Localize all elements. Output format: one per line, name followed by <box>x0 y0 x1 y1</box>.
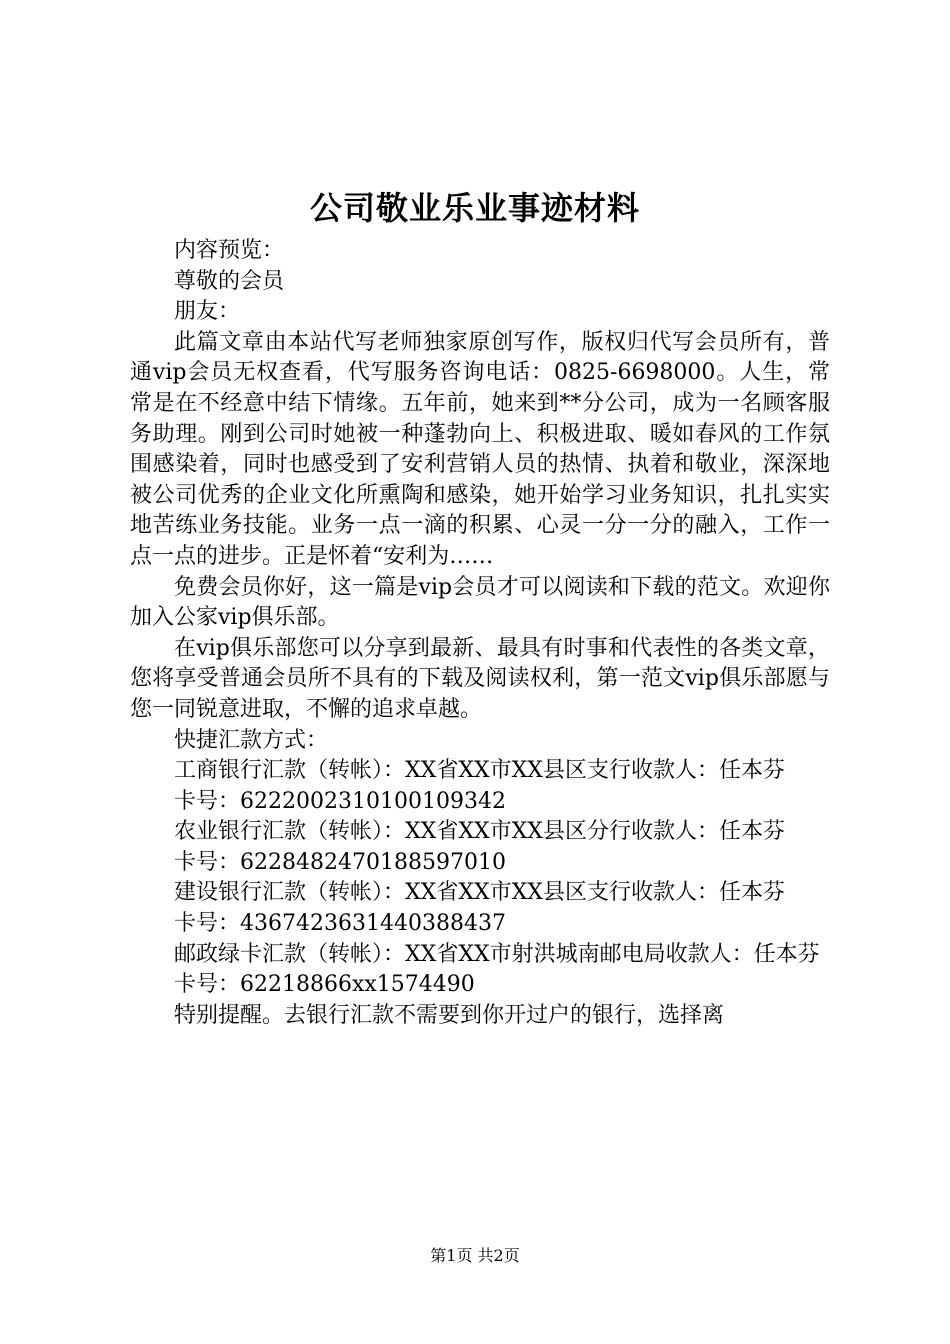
card-number-abc: 卡号：6228482470188597010 <box>174 849 506 875</box>
greeting-line-1: 尊敬的会员 <box>174 268 285 294</box>
card-number-icbc: 卡号：6222002310100109342 <box>174 788 506 814</box>
card-number-postal: 卡号：62218866xx1574490 <box>174 972 475 998</box>
greeting-line-2: 朋友： <box>174 299 241 325</box>
document-title: 公司敬业乐业事迹材料 <box>309 189 640 227</box>
bank-line-abc: 农业银行汇款（转帐）：XX省XX市XX县区分行收款人：任本芬 <box>174 819 785 845</box>
body-paragraph: 此篇文章由本站代写老师独家原创写作，版权归代写会员所有，普通vip会员无权查看，代写服务咨询电话：0825-6698000。人生，常常是在不经意中结下情缘。五年前，她来到**分公司，成为一名顾客服务助理。刚到公司时她被一种蓬勃向上、积极进取、暖如春风的工作氛围感染着，同时也感受到了安利营销人员的热情、执着和敬业，深深地被公司优秀的企业文化所熏陶和感染，她开始学习业务知识，扎扎实实地苦练业务技能。业务一点一滴的积累、心灵一分一分的融入，工作一点一点的进步。正是怀着“安利为…… <box>130 329 830 569</box>
bank-line-ccb: 建设银行汇款（转帐）：XX省XX市XX县区支行收款人：任本芬 <box>174 880 785 906</box>
payment-heading: 快捷汇款方式： <box>174 727 329 753</box>
vip-paragraph: 在vip俱乐部您可以分享到最新、最具有时事和代表性的各类文章，您将享受普通会员所不具有的下载及阅读权利，第一范文vip俱乐部愿与您一同锐意进取，不懈的追求卓越。 <box>130 635 830 722</box>
intro-label: 内容预览： <box>174 238 285 263</box>
bank-line-postal: 邮政绿卡汇款（转帐）：XX省XX市射洪城南邮电局收款人：任本芬 <box>174 941 820 967</box>
free-member-paragraph: 免费会员你好，这一篇是vip会员才可以阅读和下载的范文。欢迎你加入公家vip俱乐部。 <box>130 574 830 631</box>
document-body <box>130 236 830 1031</box>
bank-line-icbc: 工商银行汇款（转帐）：XX省XX市XX县区支行收款人：任本芬 <box>174 758 785 784</box>
card-number-ccb: 卡号：4367423631440388437 <box>174 911 506 937</box>
reminder-text: 特别提醒。去银行汇款不需要到你开过户的银行，选择离 <box>174 1002 725 1028</box>
page-indicator: 第1页 共2页 <box>430 1246 520 1265</box>
